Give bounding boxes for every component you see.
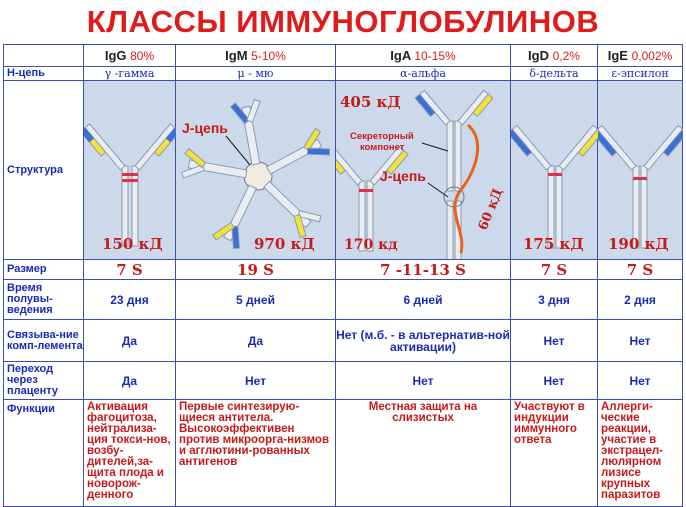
mass-ige: 190 кД <box>608 235 669 253</box>
mass-secretory-component: 60 кД <box>475 186 507 233</box>
header-igg: IgG 80% <box>84 45 176 67</box>
h-chain-ige: ε-эпсилон <box>598 67 683 81</box>
complement-iga: Нет (м.б. - в альтернатив-ной активации) <box>336 320 511 362</box>
size-label: Размер <box>4 260 84 280</box>
placenta-igm: Нет <box>176 362 336 400</box>
halflife-iga: 6 дней <box>336 280 511 320</box>
complement-igd: Нет <box>511 320 598 362</box>
functions-ige: Аллерги-ческие реакции, участие в экстрацел-люлярном лизисе крупных паразитов <box>598 400 683 507</box>
functions-igd: Участвуют в индукции иммунного ответа <box>511 400 598 507</box>
secretory-label-line1: Секреторный <box>350 131 414 142</box>
igd-monomer-diagram <box>511 81 598 259</box>
size-igd: 7 S <box>511 260 598 280</box>
halflife-row <box>4 280 683 320</box>
iga-diagram <box>336 81 511 259</box>
j-chain-label-igm: J-цепь <box>182 120 228 136</box>
complement-label: Связыва-ние комп-лемента <box>4 320 84 362</box>
halflife-igd: 3 дня <box>511 280 598 320</box>
igg-monomer-diagram <box>84 81 176 259</box>
antibody-monomer <box>84 124 176 246</box>
halflife-ige: 2 дня <box>598 280 683 320</box>
h-chain-label: Н-цепь <box>4 67 84 81</box>
secretory-label <box>350 131 416 153</box>
h-chain-iga: α-альфа <box>336 67 511 81</box>
placenta-iga: Нет <box>336 362 511 400</box>
immunoglobulin-table <box>3 44 683 507</box>
corner-cell <box>4 45 84 67</box>
header-iga: IgA 10-15% <box>336 45 511 67</box>
secretory-label-line2: компонет <box>360 142 405 153</box>
structure-igm <box>176 81 336 260</box>
h-chain-row <box>4 67 683 81</box>
size-igg: 7 S <box>84 260 176 280</box>
igm-pentamer-diagram <box>176 81 336 259</box>
structure-ige <box>598 81 683 260</box>
functions-igm: Первые синтезирую-щиеся антитела. Высокоэффективен против микроорга-низмов и агглютини-рованных антигенов <box>176 400 336 507</box>
h-chain-igg: γ -гамма <box>84 67 176 81</box>
page-title: КЛАССЫ ИММУНОГЛОБУЛИНОВ <box>86 4 600 39</box>
h-chain-igd: δ-дельта <box>511 67 598 81</box>
complement-igg: Да <box>84 320 176 362</box>
mass-iga: 170 кд <box>344 237 398 253</box>
placenta-igg: Да <box>84 362 176 400</box>
mass-igd: 175 кД <box>523 235 584 253</box>
j-chain-label-iga: J-цепь <box>380 168 426 184</box>
mass-igm: 970 кД <box>254 235 315 253</box>
placenta-row <box>4 362 683 400</box>
mass-iga-secretory: 405 кД <box>340 93 401 111</box>
header-igd: IgD 0,2% <box>511 45 598 67</box>
placenta-ige: Нет <box>598 362 683 400</box>
ige-monomer-diagram <box>598 81 683 259</box>
halflife-igg: 23 дня <box>84 280 176 320</box>
iga-monomer <box>336 147 408 251</box>
halflife-label: Время полувы-ведения <box>4 280 84 320</box>
size-row <box>4 260 683 280</box>
header-ige: IgE 0,002% <box>598 45 683 67</box>
structure-igg <box>84 81 176 260</box>
functions-row <box>4 400 683 507</box>
complement-igm: Да <box>176 320 336 362</box>
structure-igd <box>511 81 598 260</box>
complement-ige: Нет <box>598 320 683 362</box>
size-iga: 7 -11-13 S <box>336 260 511 280</box>
iga-dimer <box>415 90 493 259</box>
size-igm: 19 S <box>176 260 336 280</box>
header-igm: IgM 5-10% <box>176 45 336 67</box>
structure-row <box>4 81 683 260</box>
structure-label: Структура <box>4 81 84 260</box>
halflife-igm: 5 дней <box>176 280 336 320</box>
mass-igg: 150 кД <box>102 235 163 253</box>
class-header-row <box>4 45 683 67</box>
structure-iga <box>336 81 511 260</box>
functions-igg: Активация фагоцитоза, нейтрализа-ция токси-нов, возбу-дителей,за-щита плода и новорож-денного <box>84 400 176 507</box>
h-chain-igm: μ - мю <box>176 67 336 81</box>
functions-iga: Местная защита на слизистых <box>336 400 511 507</box>
functions-label: Функции <box>4 400 84 507</box>
placenta-igd: Нет <box>511 362 598 400</box>
placenta-label: Переход через плаценту <box>4 362 84 400</box>
complement-row <box>4 320 683 362</box>
size-ige: 7 S <box>598 260 683 280</box>
